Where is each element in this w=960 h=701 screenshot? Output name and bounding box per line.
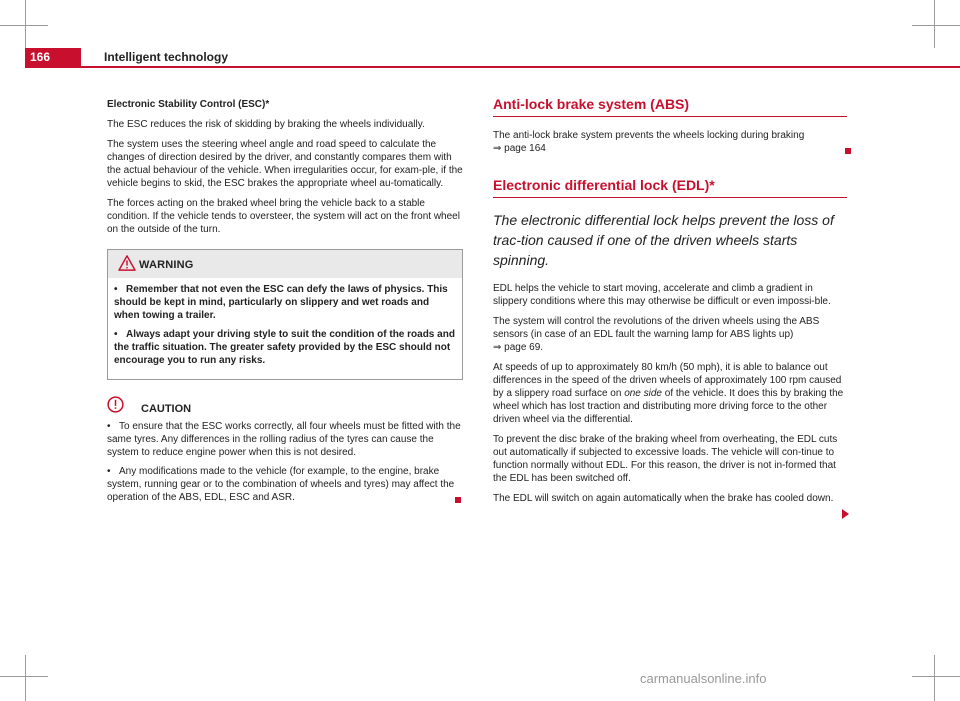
warning-header: [108, 250, 462, 278]
crop-mark: [912, 25, 960, 26]
section-end-marker: [845, 148, 851, 154]
crop-mark: [912, 676, 960, 677]
watermark: carmanualsonline.info: [640, 671, 767, 686]
caution-block: [107, 396, 463, 504]
crop-mark: [934, 0, 935, 48]
left-column: [107, 98, 463, 510]
abs-text: The anti-lock brake system prevents the wheels locking during braking: [493, 130, 805, 141]
crop-mark: [934, 655, 935, 701]
warning-triangle-icon: [118, 255, 136, 271]
caution-item: [107, 465, 463, 504]
warning-item-text: Always adapt your driving style to suit the condition of the roads and the traffic situation. The greater safety provided by the ESC should not encourage you to run any risks.: [114, 329, 455, 366]
caution-circle-icon: [107, 396, 124, 413]
caution-item-text: Any modifications made to the vehicle (for example, to the engine, brake system, running gear or to the combination of wheels and tyres) may affect the operation of the ABS, EDL, ESC and ASR.: [107, 466, 455, 503]
abs-heading: Anti-lock brake system (ABS): [493, 96, 690, 112]
edl-paragraph-text: At speeds of up to approximately 80 km/h (50 mph), it is able to balance out differences in the speed of the driven wheels of approximately 100 rpm caused by a slippery road surface on: [493, 362, 842, 399]
page-number: 166: [30, 50, 51, 64]
section-rule: [493, 197, 847, 198]
bullet-icon: •: [107, 421, 111, 432]
edl-heading: Electronic differential lock (EDL)*: [493, 177, 715, 193]
bullet-icon: •: [107, 466, 111, 477]
edl-page-link[interactable]: ⇒ page 69.: [493, 342, 544, 353]
esc-paragraph: The forces acting on the braked wheel bring the vehicle back to a stable condition. If the vehicle tends to oversteer, the system will act on the front wheel on the outside of the turn.: [107, 198, 460, 235]
crop-mark: [25, 655, 26, 701]
warning-title: WARNING: [139, 259, 194, 271]
edl-lead: The electronic differential lock helps prevent the loss of trac-tion caused if one of the driven wheels starts spinning.: [493, 212, 834, 268]
caution-title: CAUTION: [141, 403, 192, 415]
crop-mark: [0, 25, 48, 26]
emphasis-text: one side: [624, 388, 662, 399]
edl-paragraph: EDL helps the vehicle to start moving, accelerate and climb a gradient in slippery conditions where this may otherwise be difficult or even impossi-ble.: [493, 283, 831, 307]
abs-page-link[interactable]: ⇒ page 164: [493, 143, 546, 154]
edl-paragraph: [493, 315, 847, 354]
edl-paragraph-text: of the vehicle. It does this by braking the wheel which has lost traction and distributing more driving force to the other driven wheel via the differential.: [493, 388, 844, 425]
edl-paragraph: [493, 361, 847, 426]
section-rule: [493, 116, 847, 117]
edl-paragraph: The EDL will switch on again automatically when the brake has cooled down.: [493, 493, 834, 504]
caution-item-text: To ensure that the ESC works correctly, all four wheels must be fitted with the same tyres. Any differences in the rolling radius of the tyres can cause the system to reduce engine power when this is not desired.: [107, 421, 461, 458]
bullet-icon: •: [114, 329, 118, 340]
caution-header: [107, 396, 463, 416]
esc-heading: Electronic Stability Control (ESC)*: [107, 99, 270, 110]
right-column: [493, 98, 847, 512]
esc-paragraph: The system uses the steering wheel angle and road speed to calculate the changes of direction desired by the driver, and constantly compares them with the actual behaviour of the vehicle. When irregularities occur, for exam-ple, if the vehicle begins to skid, the ESC brakes the appropriate wheel au-tomatically.: [107, 139, 463, 189]
warning-item: [114, 283, 456, 322]
crop-mark: [0, 676, 48, 677]
warning-item: [114, 328, 456, 367]
warning-item-text: Remember that not even the ESC can defy the laws of physics. This should be kept in mind, particularly on slippery and wet roads and when towing a trailer.: [114, 284, 448, 321]
chapter-title: Intelligent technology: [104, 50, 229, 64]
abs-paragraph: [493, 129, 847, 155]
header-rule: [75, 66, 960, 68]
crop-mark: [25, 0, 26, 48]
caution-item: [107, 420, 463, 459]
section-end-marker: [455, 497, 461, 503]
edl-paragraph: To prevent the disc brake of the braking wheel from overheating, the EDL cuts out automatically if subjected to excessive loads. The vehicle will con-tinue to function normally without EDL. For this reason, the driver is not in-formed that the EDL has been switched off.: [493, 434, 838, 484]
warning-box: [107, 249, 463, 380]
continue-arrow-icon: [842, 509, 849, 519]
warning-body: [108, 278, 462, 379]
esc-paragraph: The ESC reduces the risk of skidding by braking the wheels individually.: [107, 119, 425, 130]
edl-paragraph-text: The system will control the revolutions of the driven wheels using the ABS sensors (in case of an EDL fault the warning lamp for ABS lights up): [493, 316, 820, 340]
bullet-icon: •: [114, 284, 118, 295]
